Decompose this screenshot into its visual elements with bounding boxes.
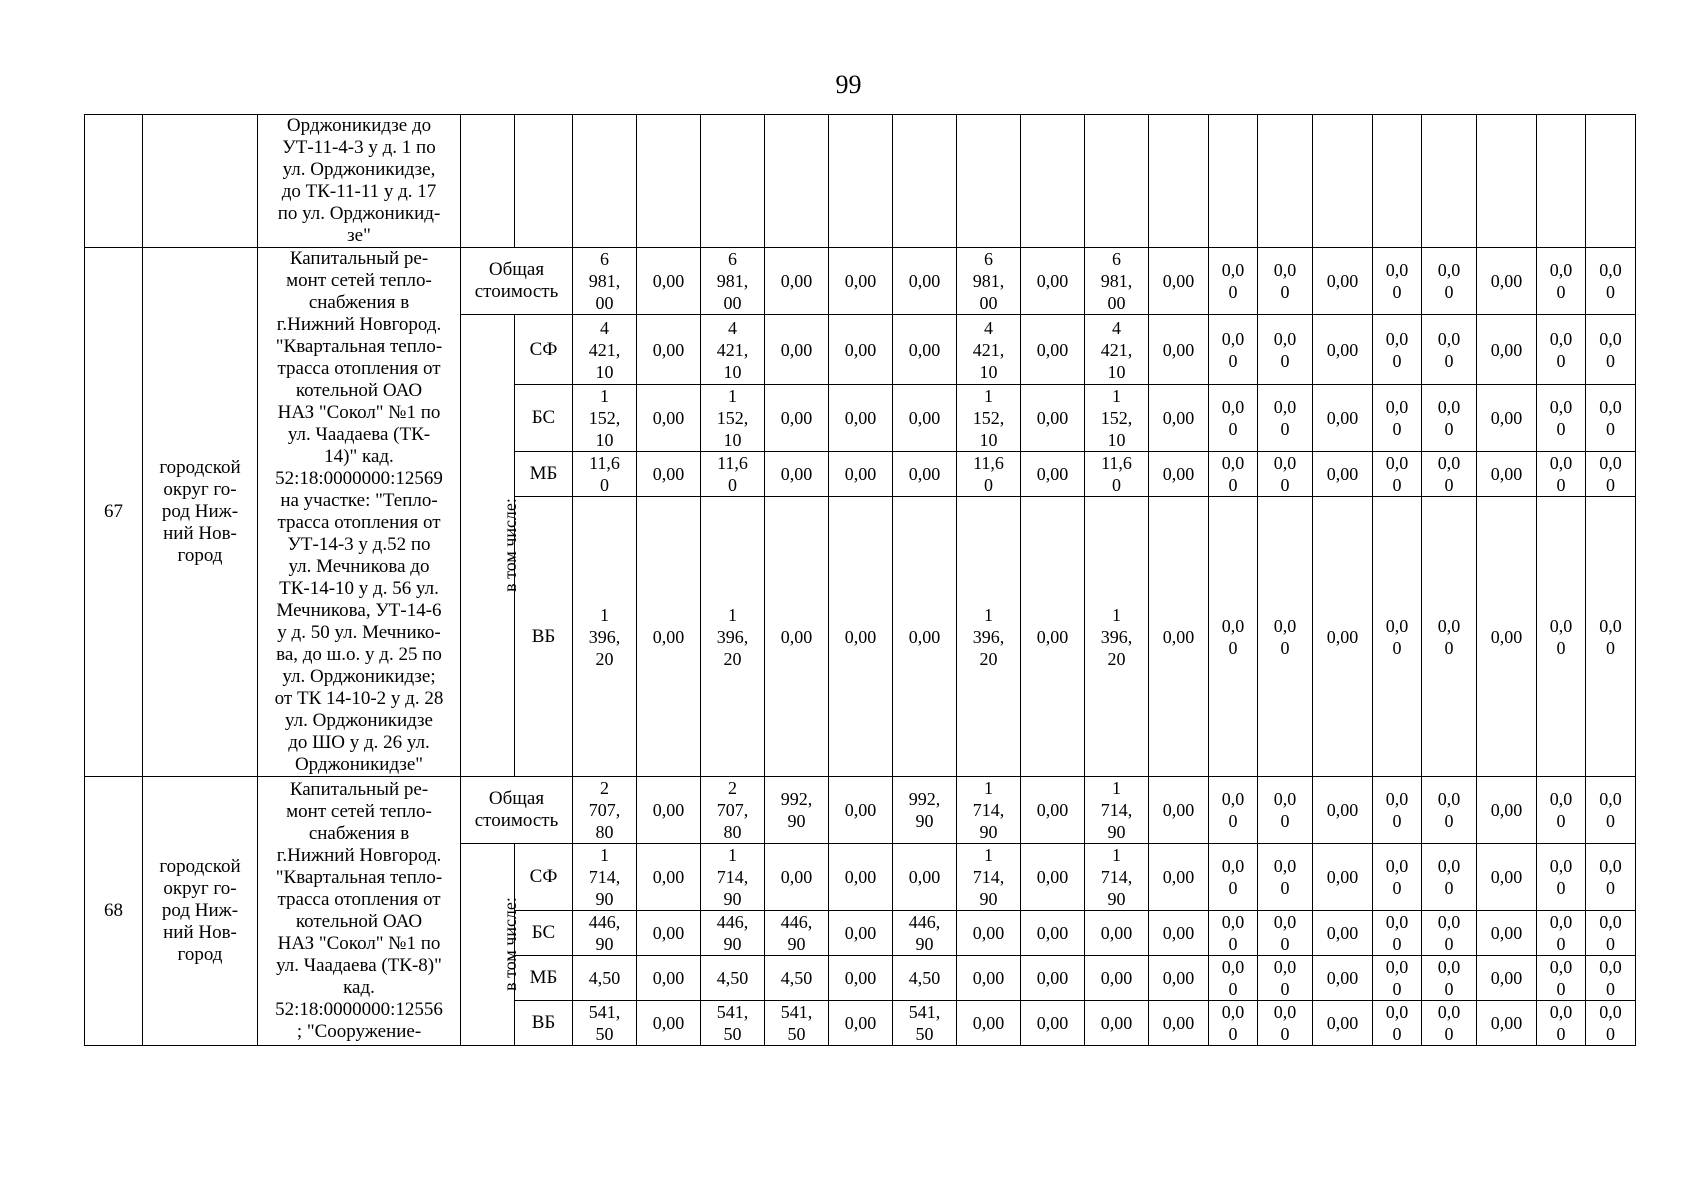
value-cell: 0,0 0 bbox=[1258, 777, 1313, 844]
value-cell: 4,50 bbox=[701, 956, 765, 1001]
value-cell: 0,00 bbox=[1085, 911, 1149, 956]
value-cell: 0,00 bbox=[765, 497, 829, 777]
value-cell: 0,00 bbox=[637, 1001, 701, 1046]
value-cell: 0,00 bbox=[1085, 1001, 1149, 1046]
value-cell: 0,00 bbox=[1149, 911, 1209, 956]
value-cell: 1 396, 20 bbox=[1085, 497, 1149, 777]
value-cell: 0,00 bbox=[1021, 911, 1085, 956]
total-cost-label: Общая стоимость bbox=[461, 777, 573, 844]
value-cell: 0,00 bbox=[765, 385, 829, 452]
in-total-label: в том числе: bbox=[499, 498, 520, 592]
value-cell: 0,00 bbox=[1313, 452, 1373, 497]
value-cell: 0,0 0 bbox=[1209, 248, 1258, 315]
value-cell bbox=[829, 115, 893, 248]
value-cell: 0,0 0 bbox=[1209, 844, 1258, 911]
municipality-cell bbox=[143, 115, 258, 248]
value-cell: 0,00 bbox=[1149, 497, 1209, 777]
value-cell: 0,00 bbox=[829, 956, 893, 1001]
page-number: 99 bbox=[835, 70, 862, 99]
value-cell: 0,00 bbox=[1477, 385, 1537, 452]
value-cell: 6 981, 00 bbox=[701, 248, 765, 315]
value-cell: 0,00 bbox=[1313, 385, 1373, 452]
value-cell: 1 714, 90 bbox=[957, 844, 1021, 911]
description-cell: Капитальный ре- монт сетей тепло- снабжения в г.Нижний Новгород. "Квартальная тепло- трасса отопления от котельной ОАО НАЗ "Сокол" №1 по ул. Чаадаева (ТК- 14)" кад. 52:18:0000000:12569 на участке: "Тепло- трасса отопления от УТ-14-3 у д.52 по ул. Мечникова до ТК-14-10 у д. 56 ул. Мечникова, УТ-14-6 у д. 50 ул. Мечнико- ва, до ш.о. у д. 25 по ул. Орджоникидзе; от ТК 14-10-2 у д. 28 ул. Орджоникидзе до ШО у д. 26 ул. Орджоникидзе" bbox=[258, 248, 461, 777]
value-cell: 11,6 0 bbox=[957, 452, 1021, 497]
value-cell: 1 396, 20 bbox=[573, 497, 637, 777]
value-cell: 0,00 bbox=[1149, 956, 1209, 1001]
value-cell: 0,00 bbox=[1021, 777, 1085, 844]
value-cell: 0,0 0 bbox=[1258, 385, 1313, 452]
value-cell: 1 714, 90 bbox=[957, 777, 1021, 844]
value-cell: 2 707, 80 bbox=[573, 777, 637, 844]
value-cell: 6 981, 00 bbox=[1085, 248, 1149, 315]
value-cell: 0,00 bbox=[1149, 248, 1209, 315]
value-cell: 541, 50 bbox=[765, 1001, 829, 1046]
value-cell: 0,00 bbox=[893, 248, 957, 315]
value-cell: 1 396, 20 bbox=[957, 497, 1021, 777]
value-cell: 541, 50 bbox=[573, 1001, 637, 1046]
value-cell: 0,00 bbox=[1149, 1001, 1209, 1046]
value-cell: 0,0 0 bbox=[1422, 248, 1477, 315]
value-cell: 0,0 0 bbox=[1422, 385, 1477, 452]
value-cell: 0,0 0 bbox=[1209, 777, 1258, 844]
total-cost-label: Общая стоимость bbox=[461, 248, 573, 315]
value-cell: 0,0 0 bbox=[1422, 777, 1477, 844]
value-cell: 0,00 bbox=[637, 844, 701, 911]
value-cell: 0,0 0 bbox=[1422, 452, 1477, 497]
value-cell bbox=[765, 115, 829, 248]
value-cell: 446, 90 bbox=[893, 911, 957, 956]
value-cell: 0,00 bbox=[637, 497, 701, 777]
value-cell bbox=[1313, 115, 1373, 248]
value-cell: 0,0 0 bbox=[1586, 248, 1636, 315]
value-cell: 992, 90 bbox=[893, 777, 957, 844]
value-cell: 1 152, 10 bbox=[701, 385, 765, 452]
value-cell: 0,0 0 bbox=[1537, 248, 1586, 315]
value-cell: 0,00 bbox=[829, 315, 893, 385]
funding-source-label: СФ bbox=[515, 844, 573, 911]
value-cell: 0,00 bbox=[893, 497, 957, 777]
in-total-label-cell bbox=[461, 844, 520, 1046]
value-cell: 0,00 bbox=[1313, 911, 1373, 956]
value-cell: 0,00 bbox=[1477, 248, 1537, 315]
value-cell bbox=[1149, 115, 1209, 248]
value-cell: 0,0 0 bbox=[1258, 497, 1313, 777]
value-cell: 0,00 bbox=[1477, 315, 1537, 385]
description-cell: Орджоникидзе до УТ-11-4-3 у д. 1 по ул. Орджоникидзе, до ТК-11-11 у д. 17 по ул. Орджоникид- зе" bbox=[258, 115, 461, 248]
value-cell: 0,0 0 bbox=[1586, 452, 1636, 497]
value-cell: 1 714, 90 bbox=[1085, 777, 1149, 844]
value-cell: 992, 90 bbox=[765, 777, 829, 844]
value-cell: 1 714, 90 bbox=[701, 844, 765, 911]
value-cell: 0,0 0 bbox=[1586, 497, 1636, 777]
funding-source-label: БС bbox=[515, 385, 573, 452]
value-cell: 0,0 0 bbox=[1209, 497, 1258, 777]
value-cell: 6 981, 00 bbox=[957, 248, 1021, 315]
value-cell bbox=[1537, 115, 1586, 248]
value-cell: 0,00 bbox=[1313, 777, 1373, 844]
value-cell: 11,6 0 bbox=[573, 452, 637, 497]
value-cell: 0,0 0 bbox=[1373, 452, 1422, 497]
value-cell: 0,00 bbox=[1021, 956, 1085, 1001]
value-cell: 0,0 0 bbox=[1537, 497, 1586, 777]
value-cell bbox=[1021, 115, 1085, 248]
value-cell: 0,0 0 bbox=[1422, 497, 1477, 777]
value-cell: 0,00 bbox=[1477, 911, 1537, 956]
value-cell: 0,0 0 bbox=[1373, 911, 1422, 956]
value-cell: 1 714, 90 bbox=[573, 844, 637, 911]
value-cell: 4 421, 10 bbox=[701, 315, 765, 385]
value-cell: 0,00 bbox=[1149, 777, 1209, 844]
value-cell: 0,00 bbox=[1021, 385, 1085, 452]
value-cell: 1 152, 10 bbox=[957, 385, 1021, 452]
funding-source-label: МБ bbox=[515, 956, 573, 1001]
funding-source-label: СФ bbox=[515, 315, 573, 385]
row-number-cell: 68 bbox=[85, 777, 143, 1046]
value-cell: 0,00 bbox=[957, 956, 1021, 1001]
value-cell: 446, 90 bbox=[573, 911, 637, 956]
value-cell: 0,00 bbox=[829, 385, 893, 452]
value-cell: 0,00 bbox=[1313, 315, 1373, 385]
budget-table bbox=[84, 114, 1636, 1046]
value-cell: 0,00 bbox=[1021, 452, 1085, 497]
value-cell: 446, 90 bbox=[701, 911, 765, 956]
value-cell: 0,0 0 bbox=[1373, 385, 1422, 452]
value-cell bbox=[573, 115, 637, 248]
value-cell: 0,00 bbox=[1477, 497, 1537, 777]
funding-source-label: МБ bbox=[515, 452, 573, 497]
value-cell: 0,0 0 bbox=[1258, 248, 1313, 315]
value-cell bbox=[1477, 115, 1537, 248]
value-cell bbox=[957, 115, 1021, 248]
value-cell: 0,0 0 bbox=[1537, 315, 1586, 385]
in-total-label-cell bbox=[461, 315, 520, 777]
funding-source-label: БС bbox=[515, 911, 573, 956]
label-cell bbox=[515, 115, 573, 248]
value-cell: 0,0 0 bbox=[1209, 911, 1258, 956]
funding-source-label: ВБ bbox=[515, 497, 573, 777]
value-cell: 0,00 bbox=[1477, 844, 1537, 911]
value-cell: 0,00 bbox=[637, 385, 701, 452]
value-cell: 0,00 bbox=[765, 452, 829, 497]
value-cell: 0,0 0 bbox=[1258, 315, 1313, 385]
value-cell: 0,0 0 bbox=[1537, 956, 1586, 1001]
value-cell: 11,6 0 bbox=[701, 452, 765, 497]
value-cell: 0,00 bbox=[829, 452, 893, 497]
value-cell: 0,00 bbox=[893, 315, 957, 385]
value-cell: 0,00 bbox=[1477, 1001, 1537, 1046]
value-cell: 0,00 bbox=[893, 452, 957, 497]
value-cell: 541, 50 bbox=[893, 1001, 957, 1046]
value-cell: 4,50 bbox=[765, 956, 829, 1001]
value-cell: 0,00 bbox=[893, 844, 957, 911]
value-cell: 0,00 bbox=[1021, 1001, 1085, 1046]
value-cell: 0,00 bbox=[1313, 1001, 1373, 1046]
value-cell: 0,00 bbox=[637, 248, 701, 315]
value-cell bbox=[637, 115, 701, 248]
value-cell: 0,00 bbox=[637, 911, 701, 956]
value-cell: 0,00 bbox=[637, 452, 701, 497]
value-cell: 6 981, 00 bbox=[573, 248, 637, 315]
value-cell: 0,0 0 bbox=[1209, 385, 1258, 452]
value-cell: 0,00 bbox=[1477, 777, 1537, 844]
value-cell: 0,0 0 bbox=[1537, 777, 1586, 844]
value-cell: 0,0 0 bbox=[1586, 956, 1636, 1001]
value-cell: 0,0 0 bbox=[1422, 1001, 1477, 1046]
value-cell: 4 421, 10 bbox=[573, 315, 637, 385]
value-cell: 0,0 0 bbox=[1373, 956, 1422, 1001]
value-cell: 2 707, 80 bbox=[701, 777, 765, 844]
value-cell: 0,0 0 bbox=[1209, 452, 1258, 497]
value-cell: 0,0 0 bbox=[1258, 911, 1313, 956]
value-cell: 0,00 bbox=[1021, 248, 1085, 315]
value-cell: 0,00 bbox=[957, 1001, 1021, 1046]
value-cell: 0,0 0 bbox=[1422, 911, 1477, 956]
value-cell: 0,0 0 bbox=[1422, 315, 1477, 385]
value-cell: 0,00 bbox=[829, 1001, 893, 1046]
value-cell: 0,00 bbox=[637, 956, 701, 1001]
municipality-cell: городской округ го- род Ниж- ний Нов- город bbox=[143, 248, 258, 777]
in-total-label: в том числе: bbox=[499, 897, 520, 991]
value-cell: 0,00 bbox=[1149, 385, 1209, 452]
value-cell: 1 396, 20 bbox=[701, 497, 765, 777]
value-cell: 0,00 bbox=[1021, 497, 1085, 777]
value-cell: 1 714, 90 bbox=[1085, 844, 1149, 911]
value-cell: 541, 50 bbox=[701, 1001, 765, 1046]
value-cell: 0,00 bbox=[765, 315, 829, 385]
value-cell: 0,00 bbox=[829, 497, 893, 777]
value-cell: 0,0 0 bbox=[1373, 315, 1422, 385]
value-cell: 0,0 0 bbox=[1537, 1001, 1586, 1046]
value-cell bbox=[1258, 115, 1313, 248]
value-cell: 4 421, 10 bbox=[1085, 315, 1149, 385]
value-cell: 0,00 bbox=[1313, 248, 1373, 315]
value-cell: 4 421, 10 bbox=[957, 315, 1021, 385]
value-cell: 0,00 bbox=[1149, 844, 1209, 911]
value-cell: 0,0 0 bbox=[1258, 844, 1313, 911]
value-cell: 0,0 0 bbox=[1373, 1001, 1422, 1046]
value-cell: 0,0 0 bbox=[1586, 911, 1636, 956]
value-cell: 0,0 0 bbox=[1586, 1001, 1636, 1046]
value-cell: 0,0 0 bbox=[1537, 452, 1586, 497]
value-cell: 0,0 0 bbox=[1586, 777, 1636, 844]
value-cell: 0,0 0 bbox=[1258, 452, 1313, 497]
value-cell bbox=[1586, 115, 1636, 248]
value-cell bbox=[1209, 115, 1258, 248]
value-cell: 0,00 bbox=[1149, 315, 1209, 385]
value-cell bbox=[701, 115, 765, 248]
value-cell: 0,0 0 bbox=[1373, 844, 1422, 911]
value-cell: 0,0 0 bbox=[1537, 844, 1586, 911]
value-cell: 0,0 0 bbox=[1209, 315, 1258, 385]
value-cell: 0,00 bbox=[765, 844, 829, 911]
value-cell: 0,0 0 bbox=[1422, 844, 1477, 911]
value-cell: 0,00 bbox=[1313, 956, 1373, 1001]
value-cell: 1 152, 10 bbox=[573, 385, 637, 452]
row-number-cell: 67 bbox=[85, 248, 143, 777]
value-cell: 0,00 bbox=[829, 248, 893, 315]
value-cell: 0,0 0 bbox=[1373, 777, 1422, 844]
value-cell: 0,00 bbox=[1313, 497, 1373, 777]
value-cell: 0,00 bbox=[957, 911, 1021, 956]
value-cell: 0,0 0 bbox=[1586, 844, 1636, 911]
value-cell: 0,0 0 bbox=[1209, 956, 1258, 1001]
value-cell: 4,50 bbox=[893, 956, 957, 1001]
value-cell: 4,50 bbox=[573, 956, 637, 1001]
value-cell: 0,0 0 bbox=[1373, 497, 1422, 777]
value-cell: 0,00 bbox=[637, 315, 701, 385]
value-cell: 0,00 bbox=[893, 385, 957, 452]
value-cell: 1 152, 10 bbox=[1085, 385, 1149, 452]
value-cell: 0,0 0 bbox=[1373, 248, 1422, 315]
value-cell: 0,00 bbox=[829, 911, 893, 956]
value-cell: 446, 90 bbox=[765, 911, 829, 956]
value-cell: 0,00 bbox=[1313, 844, 1373, 911]
value-cell: 0,0 0 bbox=[1537, 911, 1586, 956]
municipality-cell: городской округ го- род Ниж- ний Нов- город bbox=[143, 777, 258, 1046]
value-cell: 0,00 bbox=[765, 248, 829, 315]
value-cell bbox=[1085, 115, 1149, 248]
row-number-cell bbox=[85, 115, 143, 248]
value-cell: 0,00 bbox=[1021, 315, 1085, 385]
value-cell: 0,00 bbox=[637, 777, 701, 844]
value-cell: 0,0 0 bbox=[1209, 1001, 1258, 1046]
value-cell: 0,00 bbox=[1149, 452, 1209, 497]
value-cell: 0,00 bbox=[1085, 956, 1149, 1001]
value-cell: 0,0 0 bbox=[1258, 956, 1313, 1001]
description-cell: Капитальный ре- монт сетей тепло- снабжения в г.Нижний Новгород. "Квартальная тепло- трасса отопления от котельной ОАО НАЗ "Сокол" №1 по ул. Чаадаева (ТК-8)" кад. 52:18:0000000:12556 ; "Сооружение- bbox=[258, 777, 461, 1046]
value-cell: 0,00 bbox=[829, 777, 893, 844]
table-row bbox=[85, 115, 1636, 248]
value-cell: 0,00 bbox=[829, 844, 893, 911]
value-cell: 0,0 0 bbox=[1537, 385, 1586, 452]
value-cell: 0,00 bbox=[1477, 452, 1537, 497]
table-row bbox=[85, 248, 1636, 315]
value-cell bbox=[1422, 115, 1477, 248]
value-cell bbox=[1373, 115, 1422, 248]
value-cell bbox=[893, 115, 957, 248]
label-cell bbox=[461, 115, 515, 248]
value-cell: 0,00 bbox=[1021, 844, 1085, 911]
value-cell: 0,0 0 bbox=[1586, 385, 1636, 452]
value-cell: 11,6 0 bbox=[1085, 452, 1149, 497]
value-cell: 0,0 0 bbox=[1258, 1001, 1313, 1046]
value-cell: 0,0 0 bbox=[1586, 315, 1636, 385]
value-cell: 0,0 0 bbox=[1422, 956, 1477, 1001]
value-cell: 0,00 bbox=[1477, 956, 1537, 1001]
funding-source-label: ВБ bbox=[515, 1001, 573, 1046]
table-row bbox=[85, 777, 1636, 844]
